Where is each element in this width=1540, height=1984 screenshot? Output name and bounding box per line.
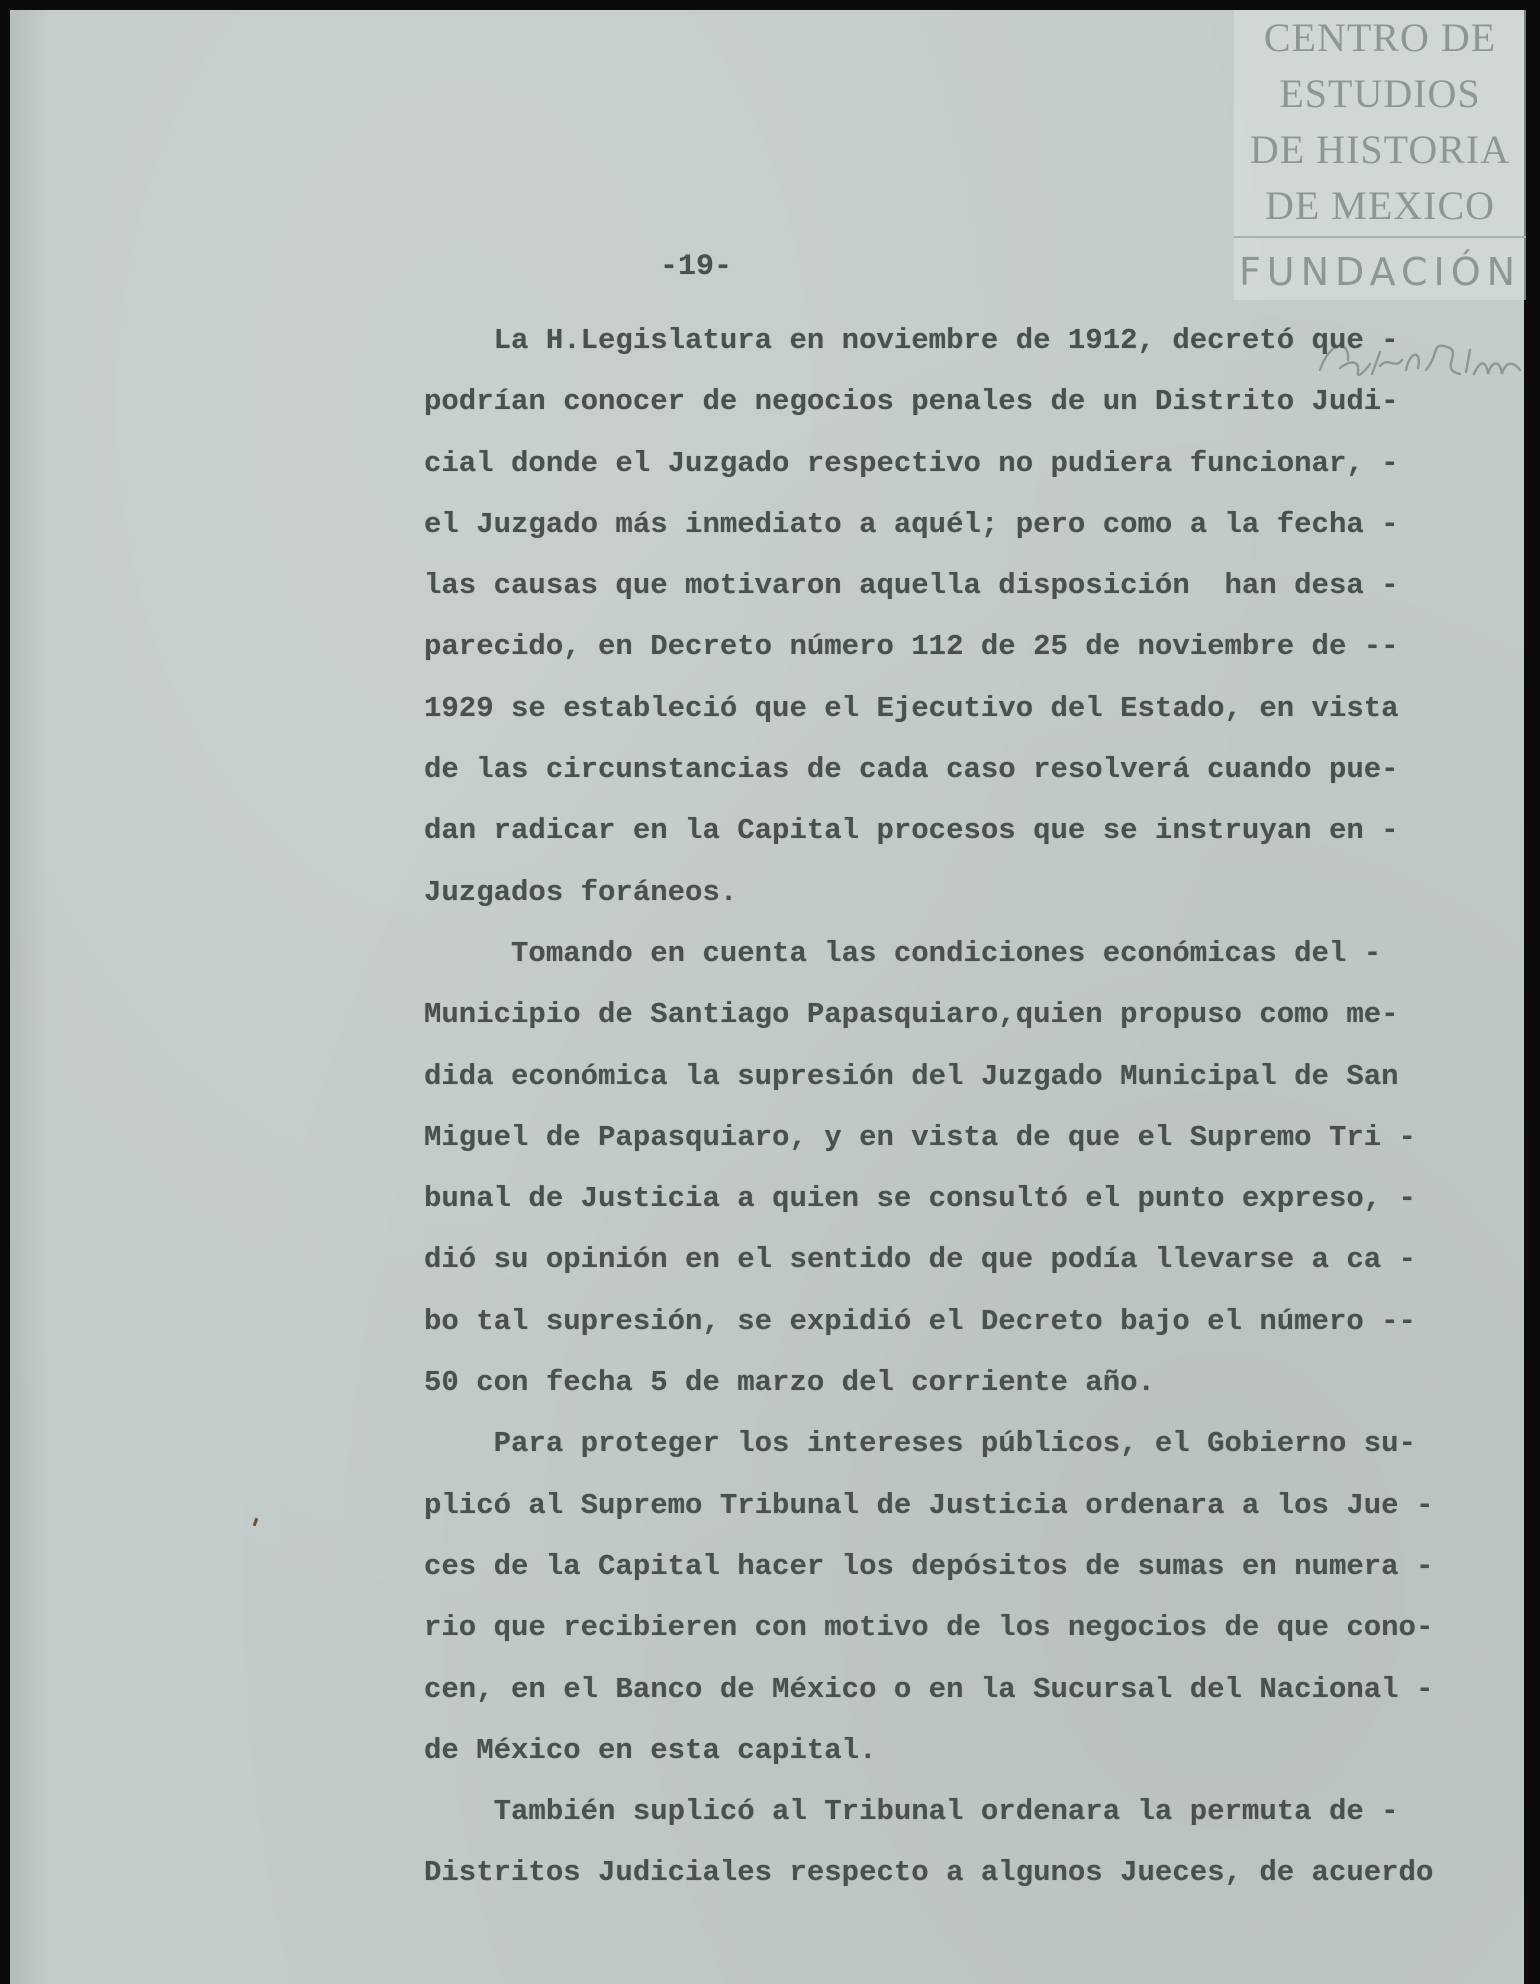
body-line: cen, en el Banco de México o en la Sucursal del Nacional -: [424, 1672, 1434, 1706]
watermark-divider: [1234, 236, 1526, 238]
body-line: 50 con fecha 5 de marzo del corriente año.: [424, 1366, 1155, 1400]
body-line: bo tal supresión, se expidió el Decreto bajo el número --: [424, 1304, 1416, 1338]
body-line: Miguel de Papasquiaro, y en vista de que el Supremo Tri -: [424, 1120, 1416, 1154]
body-line: cial donde el Juzgado respectivo no pudiera funcionar, -: [424, 446, 1399, 480]
watermark-line-2: ESTUDIOS: [1279, 71, 1481, 116]
body-line: dida económica la supresión del Juzgado Municipal de San: [424, 1059, 1399, 1093]
body-line: Tomando en cuenta las condiciones económicas del -: [424, 936, 1382, 970]
watermark-line-3: DE HISTORIA: [1249, 127, 1511, 172]
body-line: rio que recibieren con motivo de los negocios de que cono-: [424, 1611, 1434, 1645]
body-line: plicó al Supremo Tribunal de Justicia ordenara a los Jue -: [424, 1488, 1434, 1522]
body-line: de México en esta capital.: [424, 1733, 877, 1767]
watermark-line-1: CENTRO DE: [1263, 15, 1497, 60]
archive-watermark: [1234, 10, 1526, 300]
body-line: parecido, en Decreto número 112 de 25 de noviembre de --: [424, 630, 1399, 664]
body-line: bunal de Justicia a quien se consultó el punto expreso, -: [424, 1182, 1416, 1216]
body-line: de las circunstancias de cada caso resolverá cuando pue-: [424, 753, 1399, 787]
watermark-line-4: DE MEXICO: [1264, 183, 1496, 228]
body-line: las causas que motivaron aquella disposición han desa -: [424, 569, 1399, 603]
body-line: dió su opinión en el sentido de que podía llevarse a ca -: [424, 1243, 1416, 1277]
document-body: [424, 310, 1484, 1904]
body-line: dan radicar en la Capital procesos que se instruyan en -: [424, 814, 1399, 848]
body-line: el Juzgado más inmediato a aquél; pero como a la fecha -: [424, 507, 1399, 541]
body-line: Juzgados foráneos.: [424, 875, 738, 909]
body-line: 1929 se estableció que el Ejecutivo del Estado, en vista: [424, 691, 1399, 725]
page-number: -19-: [660, 250, 733, 284]
page-edge-shadow: [10, 10, 50, 1984]
body-line: También suplicó al Tribunal ordenara la permuta de -: [424, 1795, 1399, 1829]
body-line: ces de la Capital hacer los depósitos de sumas en numera -: [424, 1549, 1434, 1583]
body-line: podrían conocer de negocios penales de un Distrito Judi-: [424, 385, 1399, 419]
body-line: Para proteger los intereses públicos, el Gobierno su-: [424, 1427, 1416, 1461]
body-line: La H.Legislatura en noviembre de 1912, decretó que -: [424, 324, 1399, 357]
watermark-fundacion: FUNDACIÓN: [1238, 250, 1522, 294]
body-line: Municipio de Santiago Papasquiaro,quien propuso como me-: [424, 998, 1399, 1032]
body-line: Distritos Judiciales respecto a algunos Jueces, de acuerdo: [424, 1856, 1434, 1890]
